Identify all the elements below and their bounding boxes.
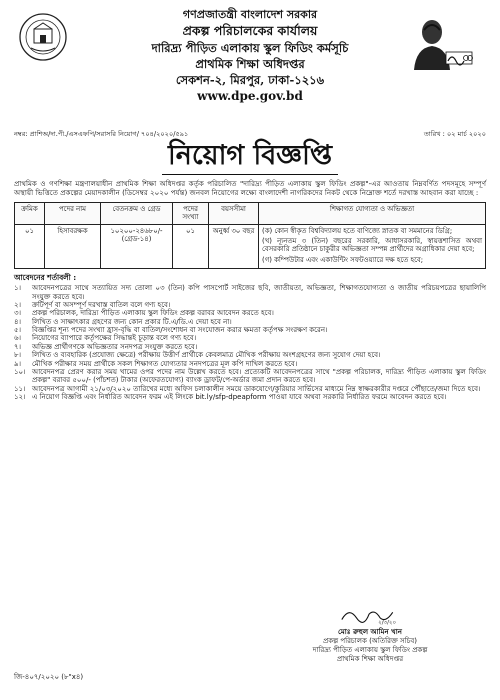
term-text: আবেদনপত্র প্রেরণ করার সময় খামের ওপর পদের নাম উল্লেখ করতে হবে। প্রত্যেকটি আবেদনপত্রের সাথে "প্রকল্প পরিচালক, দারিদ্র্য পীড়িত এলাকায় স্কুল ফিডিং প্রকল্প" বরাবর ৫০০/- (পাঁচশত) টাকার (অফেরতযোগ্য) ব্যাংক ড্রাফট/পে-অর্ডার জমা প্রদান করতে হবে। (32, 368, 486, 385)
cell-count: ০১ (173, 224, 209, 269)
terms-heading: আবেদনের শর্তাবলী : (14, 273, 77, 283)
term-number: ১। (14, 284, 22, 293)
term-number: ৯। (14, 359, 22, 368)
signatory-project: দারিদ্র্য পীড়িত এলাকায় স্কুল ফিডিং প্রকল্প (312, 646, 428, 655)
table-row (15, 224, 486, 269)
term-text: লিখিত ও সাক্ষাৎকার গ্রহণের জন্য কোন প্রকার টি.এ/ডি.এ দেয়া হবে না। (32, 317, 232, 326)
cell-age: অনুর্ধ্ব ৩০ বছর (209, 224, 259, 269)
gov-name: গণপ্রজাতন্ত্রী বাংলাদেশ সরকার (182, 8, 318, 21)
qualification-item: (ক) কোন স্বীকৃত বিশ্ববিদ্যালয় হতে বাণিজ্যে স্নাতক বা সমমানের ডিগ্রি; (262, 226, 453, 235)
term-text: অভিজ্ঞ প্রার্থীগণকে অভিজ্ঞতার সনদপত্র সংযুক্ত করতে হবে। (32, 342, 198, 351)
list-item (14, 360, 486, 368)
col-serial: ক্রমিক (15, 202, 45, 224)
directorate-name: প্রাথমিক শিক্ষা অধিদপ্তর (195, 56, 305, 71)
qualification-item: (খ) ন্যূনতম ৩ (তিন) বছরের সরকারি, আধাসরকারি, স্বায়ত্তশাসিত অথবা বেসরকারি প্রতিষ্ঠানে চাকুরীর অভিজ্ঞতা সম্পন্ন প্রার্থীদের অগ্রাধিকার দেয়া হবে; (262, 236, 482, 254)
memo-date: তারিখ : ০২ মার্চ ২০২০ (423, 130, 486, 138)
cell-scale: ১০২০০-২৪৬৮০/- (গ্রেড-১৪) (101, 224, 173, 269)
term-text: ক্রটিপূর্ণ বা অসম্পূর্ণ দরখাস্ত বাতিল বলে গণ্য হবে। (32, 300, 171, 309)
print-code: জি-৪০৭/২০২০ (৮"x৪) (14, 673, 84, 682)
term-number: ৫। (14, 326, 22, 335)
term-number: ১২। (14, 393, 26, 402)
col-scale: বেতনক্রম ও গ্রেড (101, 202, 173, 224)
term-number: ৩। (14, 309, 22, 318)
list-item (14, 368, 486, 385)
list-item (14, 326, 486, 334)
qualification-item: (গ) কম্পিউটার এবং একাউন্টিং সফটওয়্যারে দক্ষ হতে হবে; (262, 255, 424, 264)
term-number: ২। (14, 300, 22, 309)
term-text: বিজ্ঞপ্তির শূন্য পদের সংখ্যা হ্রাস-বৃদ্ধি বা বাতিল/সংশোধন বা সংযোজন করার ক্ষমতা কর্তৃপক্ষ সংরক্ষণ করেন। (32, 326, 328, 335)
list-item (14, 284, 486, 301)
list-item (14, 309, 486, 317)
signatory-designation: প্রকল্প পরিচালক (অতিরিক্ত সচিব) (322, 637, 418, 646)
table-header-row (15, 202, 486, 224)
term-text: প্রকল্প পরিচালক, দারিদ্র্য পীড়িত এলাকায় স্কুল ফিডিং প্রকল্প বরাবর আবেদন করতে হবে। (32, 309, 274, 318)
office-name: প্রকল্প পরিচালকের কার্যালয় (182, 23, 318, 39)
term-text: মৌখিক পরীক্ষার সময় প্রার্থীকে সকল শিক্ষাগত যোগ্যতার সনদপত্রের মূল কপি দাখিল করতে হবে। (32, 359, 298, 368)
mujib-100-portrait-icon (402, 14, 474, 70)
vacancy-table (14, 202, 486, 270)
school-feeding-emblem-icon (18, 12, 68, 62)
signatory-name: মোঃ রুহুল আমিন খান (338, 628, 402, 637)
list-item (14, 351, 486, 359)
list-item (14, 343, 486, 351)
term-number: ১১। (14, 384, 26, 393)
signatory-directorate: প্রাথমিক শিক্ষা অধিদপ্তর (336, 655, 404, 664)
list-item (14, 334, 486, 342)
signature-block (270, 605, 470, 664)
term-text: আবেদনপত্রের সাথে সত্যায়িত সদ্য তোলা ০৩ (তিন) কপি পাসপোর্ট সাইজের ছবি, জাতীয়তা, অভিজ্ঞতা, শিক্ষাগতযোগ্যতা ও জাতীয় পরিচয়পত্রের ছায়ালিপি সংযুক্ত করতে হবে। (32, 284, 486, 301)
col-post: পদের নাম (45, 202, 101, 224)
list-item (14, 385, 486, 393)
col-age: বয়সসীমা (209, 202, 259, 224)
term-text: লিখিত ও ব্যবহারিক (প্রযোজ্য ক্ষেত্রে) পরীক্ষায় উত্তীর্ণ প্রার্থীকে কেবলমাত্র মৌখিক পরীক্ষায় অংশগ্রহণের জন্য সুযোগ দেয়া হবে। (32, 351, 381, 360)
website-link[interactable]: www.dpe.gov.bd (197, 88, 303, 103)
list-item (14, 318, 486, 326)
term-text: আবেদনপত্র আগামী ২১/০৩/২০২০ তারিখের মধ্যে অফিস চলাকালীন সময়ে ডাকযোগে/কুরিয়ার সার্ভিসের মাধ্যমে নিম্ন স্বাক্ষরকারীর দপ্তরে পৌঁছাতে/জমা দিতে হবে। (32, 384, 481, 393)
list-item (14, 393, 486, 401)
page-title: নিয়োগ বিজ্ঞপ্তি (162, 140, 338, 175)
memo-number: নম্বর: প্রাশিঅ/দা.পী./এসএফপি/সরাসরি নিয়োগ/ ৭০৪/২০২০/৫৯১ (14, 130, 189, 138)
signature-date: ২/৩/২০ (378, 620, 396, 625)
office-address: সেকশন-২, মিরপুর, ঢাকা-১২১৬ (175, 72, 325, 87)
term-number: ৮। (14, 351, 22, 360)
intro-paragraph: প্রাথমিক ও গণশিক্ষা মন্ত্রণালয়াধীন প্রাথমিক শিক্ষা অধিদপ্তর কর্তৃক পরিচালিত "দারিদ্র্য পীড়িত এলাকায় স্কুল ফিডিং প্রকল্প"-এর আওতায় নিম্নবর্ণিত পদসমূহে সম্পূর্ণ অস্থায়ী ভিত্তিতে প্রকল্পের মেয়াদকালীন (ডিসেম্বর ২০২০ পর্যন্ত) জনবল নিয়োগের লক্ষ্যে বাংলাদেশী নাগরিকদের নিকট থেকে নিম্নোক্ত শর্তে দরখাস্ত আহবান করা যাচ্ছে : (14, 178, 486, 197)
cell-qualification (259, 224, 486, 269)
letterhead (14, 8, 486, 126)
term-text: এ নিয়োগ বিজ্ঞপ্তি এবং নির্ধারিত আবেদন ফরম এই লিংকে bit.ly/sfp-dpeapform পাওয়া যাবে অথবা সরকারি নির্ধারিত ফরমে আবেদন করতে হবে। (32, 393, 447, 402)
cell-serial: ০১ (15, 224, 45, 269)
memo-row (14, 130, 486, 138)
signature-scribble-icon (335, 605, 405, 625)
term-number: ৭। (14, 342, 22, 351)
terms-list (14, 284, 486, 401)
term-number: ৪। (14, 317, 22, 326)
cell-post: হিসাবরক্ষক (45, 224, 101, 269)
term-number: ১০। (14, 368, 26, 377)
col-count: পদের সংখ্যা (173, 202, 209, 224)
program-name: দারিদ্র্য পীড়িত এলাকায় স্কুল ফিডিং কর্মসূচি (151, 40, 349, 55)
term-number: ৬। (14, 334, 22, 343)
term-text: নিয়োগের ব্যাপারে কর্তৃপক্ষের সিদ্ধান্তই চূড়ান্ত বলে গণ্য হবে। (32, 334, 197, 343)
col-qualification: শিক্ষাগত যোগ্যতা ও অভিজ্ঞতা (259, 202, 486, 224)
